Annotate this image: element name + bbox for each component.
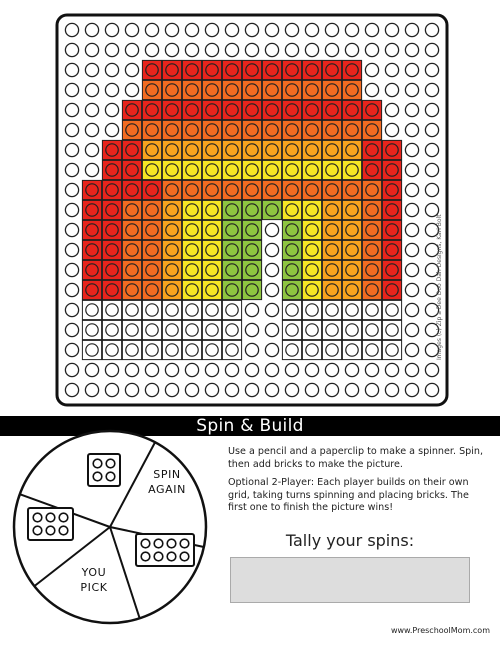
empty-peg — [345, 43, 358, 56]
you-pick-label: YOU PICK — [80, 566, 108, 594]
empty-peg — [365, 43, 378, 56]
empty-peg — [125, 383, 138, 396]
two-player-text: Optional 2-Player: Each player builds on their own grid, taking turns spinning and placing bricks. The first one to finish the picture wins! — [228, 477, 469, 513]
empty-peg — [385, 83, 398, 96]
empty-peg — [145, 363, 158, 376]
empty-peg — [345, 363, 358, 376]
empty-peg — [65, 83, 78, 96]
empty-peg — [65, 323, 78, 336]
empty-peg — [245, 43, 258, 56]
empty-peg — [65, 123, 78, 136]
banner-title: Spin & Build — [196, 416, 304, 436]
empty-peg — [185, 363, 198, 376]
empty-peg — [205, 383, 218, 396]
empty-peg — [65, 203, 78, 216]
empty-peg — [65, 383, 78, 396]
empty-peg — [85, 23, 98, 36]
brick-2x2-icon — [88, 454, 120, 486]
empty-peg — [385, 43, 398, 56]
empty-peg — [365, 63, 378, 76]
empty-peg — [265, 323, 278, 336]
empty-peg — [185, 43, 198, 56]
empty-peg — [145, 43, 158, 56]
empty-peg — [185, 23, 198, 36]
empty-peg — [305, 383, 318, 396]
empty-peg — [405, 303, 418, 316]
empty-peg — [305, 43, 318, 56]
empty-peg — [365, 383, 378, 396]
empty-peg — [425, 23, 438, 36]
empty-peg — [345, 383, 358, 396]
empty-peg — [65, 183, 78, 196]
empty-peg — [65, 343, 78, 356]
empty-peg — [265, 343, 278, 356]
empty-peg — [425, 363, 438, 376]
empty-peg — [425, 83, 438, 96]
empty-peg — [65, 303, 78, 316]
empty-peg — [105, 43, 118, 56]
empty-peg — [425, 43, 438, 56]
brick-2x4-icon — [136, 534, 194, 566]
empty-peg — [225, 383, 238, 396]
empty-peg — [385, 63, 398, 76]
empty-peg — [165, 383, 178, 396]
empty-peg — [265, 383, 278, 396]
empty-peg — [425, 103, 438, 116]
empty-peg — [65, 243, 78, 256]
empty-peg — [425, 183, 438, 196]
empty-peg — [265, 23, 278, 36]
empty-peg — [85, 383, 98, 396]
empty-peg — [405, 243, 418, 256]
empty-peg — [245, 323, 258, 336]
empty-peg — [125, 43, 138, 56]
empty-peg — [185, 383, 198, 396]
empty-peg — [105, 363, 118, 376]
empty-peg — [165, 43, 178, 56]
empty-peg — [405, 83, 418, 96]
empty-peg — [65, 163, 78, 176]
empty-peg — [205, 43, 218, 56]
empty-peg — [65, 103, 78, 116]
empty-peg — [105, 123, 118, 136]
empty-peg — [405, 223, 418, 236]
empty-peg — [285, 363, 298, 376]
empty-peg — [265, 43, 278, 56]
empty-peg — [205, 363, 218, 376]
empty-peg — [205, 23, 218, 36]
empty-peg — [325, 363, 338, 376]
empty-peg — [325, 23, 338, 36]
empty-peg — [225, 363, 238, 376]
empty-peg — [85, 123, 98, 136]
empty-peg — [305, 23, 318, 36]
empty-peg — [125, 363, 138, 376]
empty-peg — [385, 103, 398, 116]
empty-peg — [105, 23, 118, 36]
empty-peg — [65, 63, 78, 76]
brick-2x3-icon — [28, 508, 73, 540]
empty-peg — [105, 383, 118, 396]
empty-peg — [65, 43, 78, 56]
empty-peg — [85, 143, 98, 156]
empty-peg — [125, 23, 138, 36]
tally-title: Tally your spins: — [285, 531, 415, 550]
empty-peg — [325, 43, 338, 56]
empty-peg — [85, 163, 98, 176]
spinner-wheel[interactable] — [0, 418, 226, 646]
empty-peg — [405, 183, 418, 196]
empty-peg — [405, 383, 418, 396]
empty-peg — [405, 263, 418, 276]
empty-peg — [265, 363, 278, 376]
empty-peg — [65, 283, 78, 296]
empty-peg — [405, 63, 418, 76]
empty-peg — [425, 123, 438, 136]
empty-peg — [405, 23, 418, 36]
empty-peg — [405, 123, 418, 136]
empty-peg — [105, 63, 118, 76]
empty-peg — [425, 143, 438, 156]
empty-peg — [85, 83, 98, 96]
empty-peg — [405, 203, 418, 216]
tally-box[interactable] — [230, 557, 470, 603]
empty-peg — [365, 23, 378, 36]
empty-peg — [265, 263, 278, 276]
empty-peg — [405, 343, 418, 356]
empty-peg — [285, 383, 298, 396]
empty-peg — [265, 283, 278, 296]
empty-peg — [425, 163, 438, 176]
spin-again-label: SPIN AGAIN — [148, 468, 186, 496]
empty-peg — [245, 23, 258, 36]
empty-peg — [305, 363, 318, 376]
empty-peg — [145, 383, 158, 396]
empty-peg — [245, 363, 258, 376]
empty-peg — [405, 363, 418, 376]
empty-peg — [145, 23, 158, 36]
empty-peg — [365, 83, 378, 96]
empty-peg — [65, 263, 78, 276]
empty-peg — [225, 23, 238, 36]
empty-peg — [425, 383, 438, 396]
website-url: www.PreschoolMom.com — [390, 626, 490, 635]
empty-peg — [405, 283, 418, 296]
empty-peg — [125, 83, 138, 96]
empty-peg — [225, 43, 238, 56]
empty-peg — [265, 243, 278, 256]
empty-peg — [385, 363, 398, 376]
empty-peg — [285, 43, 298, 56]
empty-peg — [65, 23, 78, 36]
empty-peg — [405, 103, 418, 116]
empty-peg — [265, 223, 278, 236]
empty-peg — [405, 163, 418, 176]
empty-peg — [265, 303, 278, 316]
empty-peg — [365, 363, 378, 376]
image-credit: Images (c) Zip a Dee Doo Dah Designs, Kari Bolt — [436, 214, 443, 360]
empty-peg — [165, 363, 178, 376]
empty-peg — [245, 383, 258, 396]
empty-peg — [65, 363, 78, 376]
empty-peg — [245, 303, 258, 316]
empty-peg — [65, 143, 78, 156]
empty-peg — [405, 43, 418, 56]
empty-peg — [325, 383, 338, 396]
instructions-text: Use a pencil and a paperclip to make a spinner. Spin, then add bricks to make the picture. — [228, 446, 484, 470]
empty-peg — [385, 23, 398, 36]
empty-peg — [285, 23, 298, 36]
empty-peg — [125, 63, 138, 76]
empty-peg — [105, 103, 118, 116]
empty-peg — [65, 223, 78, 236]
empty-peg — [85, 63, 98, 76]
empty-peg — [425, 63, 438, 76]
empty-peg — [105, 83, 118, 96]
empty-peg — [165, 23, 178, 36]
empty-peg — [405, 323, 418, 336]
empty-peg — [85, 43, 98, 56]
empty-peg — [385, 383, 398, 396]
empty-peg — [345, 23, 358, 36]
empty-peg — [385, 123, 398, 136]
empty-peg — [85, 103, 98, 116]
empty-peg — [245, 343, 258, 356]
empty-peg — [405, 143, 418, 156]
empty-peg — [85, 363, 98, 376]
